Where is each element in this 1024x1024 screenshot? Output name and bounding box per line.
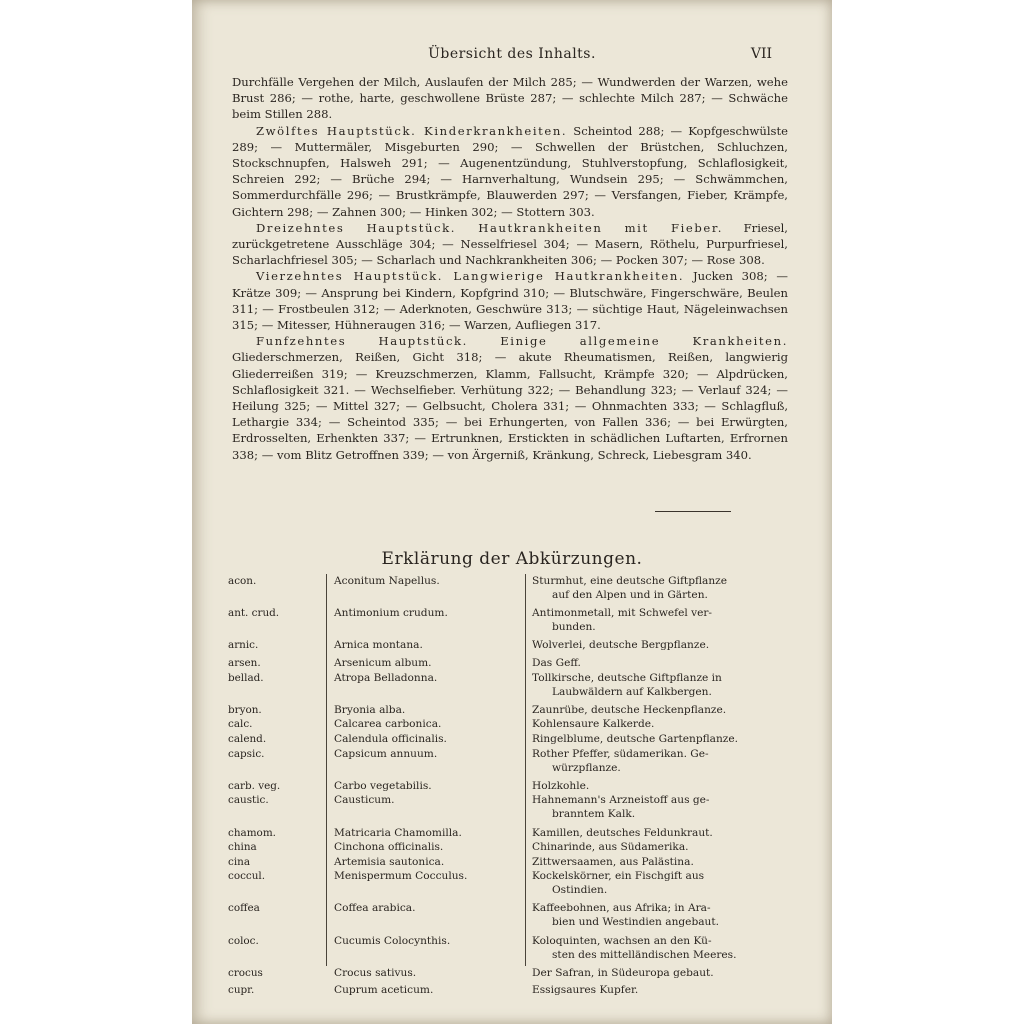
abbreviation-row — [228, 869, 774, 901]
description-line: Tollkirsche, deutsche Giftpflanze in — [532, 671, 722, 684]
german-description — [532, 855, 774, 869]
running-title: Übersicht des Inhalts. — [428, 46, 596, 62]
chapter-heading: Vierzehntes Hauptstück. Langwierige Hautkrankheiten. — [256, 269, 685, 284]
abbreviation-row — [228, 703, 774, 718]
page-header — [192, 46, 832, 68]
german-description — [532, 606, 774, 634]
latin-name: Arsenicum album. — [334, 656, 432, 669]
chapter-entries: Scheintod 288; — Kopfgeschwülste 289; — Muttermäler, Misgeburten 290; — Schwellen der Brüstchen, Schluchzen, Stockschnupfen, Halsweh 291; — Augenentzündung, Stuhlverstopfung, Schlaflosigkeit, Schreien 292; — Brüche 294; — Harnverhaltung, Wundsein 295; — Schwämmchen, Sommerdurchfälle 296; — Brustkrämpfe, Blauwerden 297; — Versfangen, Fieber, Krämpfe, Gichtern 298; — Zahnen 300; — Hinken 302; — Stottern 303. — [232, 123, 788, 219]
german-description — [532, 779, 774, 793]
abbreviation: arsen. — [228, 656, 261, 669]
abbreviation: arnic. — [228, 639, 259, 652]
abbreviation-row — [228, 793, 774, 825]
description-line: Zittwersaamen, aus Palästina. — [532, 855, 694, 868]
abbreviation: calend. — [228, 732, 267, 745]
german-description — [532, 901, 774, 929]
contents-paragraph — [232, 74, 788, 123]
abbreviation-row — [228, 732, 774, 747]
abbreviation: crocus — [228, 966, 263, 979]
german-description — [532, 793, 774, 821]
description-line: Der Safran, in Südeuropa gebaut. — [532, 966, 714, 979]
abbreviation: bellad. — [228, 671, 264, 684]
contents-paragraph — [232, 220, 788, 269]
chapter-entries: Durchfälle Vergehen der Milch, Auslaufen der Milch 285; — Wundwerden der Warzen, wehe Brust 286; — rothe, harte, geschwollene Brüste 287; — schlechte Milch 287; — Schwäche beim Stillen 288. — [232, 75, 788, 122]
chapter-entries: Gliederschmerzen, Reißen, Gicht 318; — akute Rheumatismen, Reißen, langwierig Gliederreißen 319; — Kreuzschmerzen, Klamm, Fallsucht, Krämpfe 320; — Alpdrücken, Schlaflosigkeit 321. — Wechselfieber. Verhütung 322; — Behandlung 323; — Verlauf 324; — Heilung 325; — Mittel 327; — Gelbsucht, Cholera 331; — Ohnmachten 333; — Schlagfluß, Lethargie 334; — Scheintod 335; — bei Erhungerten, von Fallen 336; — bei Erwürgten, Erdrosselten, Erhenkten 337; — Ertrunknen, Erstickten in schädlichen Luftarten, Erfrornen 338; — vom Blitz Getroffnen 339; — von Ärgerniß, Kränkung, Schreck, Liebesgram 340. — [232, 350, 788, 462]
description-line: Kamillen, deutsches Feldunkraut. — [532, 826, 713, 839]
german-description — [532, 574, 774, 602]
abbreviation: cina — [228, 855, 251, 868]
description-line: Essigsaures Kupfer. — [532, 984, 639, 997]
latin-name: Capsicum annuum. — [334, 747, 438, 760]
abbreviation-row — [228, 717, 774, 732]
description-line: Kohlensaure Kalkerde. — [532, 718, 655, 731]
german-description — [532, 747, 774, 775]
description-line: Koloquinten, wachsen an den Kü- — [532, 934, 712, 947]
abbreviation: ant. crud. — [228, 607, 280, 620]
abbreviation: caustic. — [228, 794, 269, 807]
description-line: Holzkohle. — [532, 779, 590, 792]
abbreviation-row — [228, 826, 774, 841]
chapter-entries: Jucken 308; — Krätze 309; — Ansprung bei Kindern, Kopfgrind 310; — Blutschwäre, Fingerschwäre, Beulen 311; — Frostbeulen 312; — Aderknoten, Geschwüre 313; — süchtige Haut, Nägeleinwachsen 315; — Mitesser, Hühneraugen 316; — Warzen, Aufliegen 317. — [232, 269, 789, 333]
latin-name: Causticum. — [334, 794, 395, 807]
abbreviations-title: Erklärung der Abkürzungen. — [381, 549, 643, 569]
chapter-heading: Zwölftes Hauptstück. Kinderkrankheiten. — [256, 123, 568, 138]
description-line: Antimonmetall, mit Schwefel ver- — [532, 607, 713, 620]
abbreviation-row — [228, 638, 774, 656]
abbreviations-table — [228, 574, 774, 998]
description-line: bien und Westindien angebaut. — [552, 916, 719, 929]
description-line: sten des mittelländischen Meeres. — [552, 948, 737, 961]
abbreviation-row — [228, 747, 774, 779]
chapter-heading: Funfzehntes Hauptstück. Einige allgemeine Krankheiten. — [256, 334, 788, 349]
contents-paragraph — [232, 268, 788, 333]
contents-paragraph — [232, 333, 788, 463]
latin-name: Artemisia sautonica. — [334, 855, 445, 868]
latin-name: Calendula officinalis. — [334, 732, 447, 745]
latin-name: Crocus sativus. — [334, 966, 417, 979]
german-description — [532, 840, 774, 854]
latin-name: Bryonia alba. — [334, 703, 406, 716]
abbreviation: capsic. — [228, 747, 265, 760]
abbreviation-row — [228, 779, 774, 794]
abbreviation-row — [228, 983, 774, 998]
german-description — [532, 826, 774, 840]
latin-name: Cucumis Colocynthis. — [334, 934, 451, 947]
latin-name: Carbo vegetabilis. — [334, 779, 432, 792]
description-line: Kaffeebohnen, aus Afrika; in Ara- — [532, 902, 711, 915]
description-line: würzpflanze. — [552, 761, 621, 774]
abbreviation: calc. — [228, 718, 253, 731]
latin-name: Coffea arabica. — [334, 902, 416, 915]
latin-name: Antimonium crudum. — [334, 607, 448, 620]
description-line: Chinarinde, aus Südamerika. — [532, 841, 689, 854]
abbreviation: bryon. — [228, 703, 262, 716]
german-description — [532, 869, 774, 897]
abbreviation: coffea — [228, 902, 260, 915]
chapter-heading: Dreizehntes Hauptstück. Hautkrankheiten mit Fieber. — [256, 220, 724, 235]
latin-name: Atropa Belladonna. — [334, 671, 438, 684]
book-page — [192, 0, 832, 1024]
abbreviation-row — [228, 901, 774, 933]
german-description — [532, 717, 774, 731]
description-line: Ostindien. — [552, 884, 608, 897]
abbreviation: cupr. — [228, 984, 255, 997]
abbreviation: chamom. — [228, 826, 276, 839]
description-line: auf den Alpen und in Gärten. — [552, 589, 708, 601]
abbreviation: coloc. — [228, 934, 259, 947]
latin-name: Aconitum Napellus. — [334, 575, 440, 587]
german-description — [532, 934, 774, 962]
german-description — [532, 671, 774, 699]
description-line: bunden. — [552, 621, 596, 634]
page-number: VII — [750, 46, 772, 62]
abbreviation: china — [228, 841, 257, 854]
german-description — [532, 966, 774, 980]
description-line: Ringelblume, deutsche Gartenpflanze. — [532, 732, 739, 745]
description-line: Hahnemann's Arzneistoff aus ge- — [532, 794, 710, 807]
abbreviation: acon. — [228, 575, 257, 587]
chapter-entries: Friesel, zurückgetretene Ausschläge 304; — Nesselfriesel 304; — Masern, Röthelu, Purpurfriesel, Scharlachfriesel 305; — Scharlach und Nachkrankheiten 306; — Pocken 307; — Rose 308. — [232, 220, 788, 268]
abbreviation-row — [228, 855, 774, 870]
latin-name: Matricaria Chamomilla. — [334, 826, 462, 839]
description-line: Das Geff. — [532, 656, 581, 669]
abbreviation-row — [228, 966, 774, 984]
description-line: Rother Pfeffer, südamerikan. Ge- — [532, 747, 709, 760]
latin-name: Cinchona officinalis. — [334, 841, 444, 854]
table-of-contents — [232, 74, 788, 463]
abbreviation-row — [228, 840, 774, 855]
description-line: Zaunrübe, deutsche Heckenpflanze. — [532, 703, 727, 716]
abbreviation-row — [228, 656, 774, 671]
description-line: branntem Kalk. — [552, 808, 636, 821]
abbreviation: coccul. — [228, 870, 266, 883]
latin-name: Calcarea carbonica. — [334, 718, 442, 731]
description-line: Laubwäldern auf Kalkbergen. — [552, 685, 712, 698]
german-description — [532, 732, 774, 746]
abbreviation-row — [228, 934, 774, 966]
abbreviation-row — [228, 574, 774, 606]
german-description — [532, 656, 774, 670]
description-line: Wolverlei, deutsche Bergpflanze. — [532, 639, 710, 652]
abbreviation-row — [228, 606, 774, 638]
abbreviation-row — [228, 671, 774, 703]
latin-name: Cuprum aceticum. — [334, 984, 434, 997]
german-description — [532, 983, 774, 997]
description-line: Sturmhut, eine deutsche Giftpflanze — [532, 575, 728, 587]
abbreviation: carb. veg. — [228, 779, 281, 792]
latin-name: Menispermum Cocculus. — [334, 870, 468, 883]
german-description — [532, 703, 774, 717]
latin-name: Arnica montana. — [334, 639, 423, 652]
description-line: Kockelskörner, ein Fischgift aus — [532, 870, 705, 883]
contents-paragraph — [232, 123, 788, 220]
section-divider — [655, 511, 731, 512]
german-description — [532, 638, 774, 652]
